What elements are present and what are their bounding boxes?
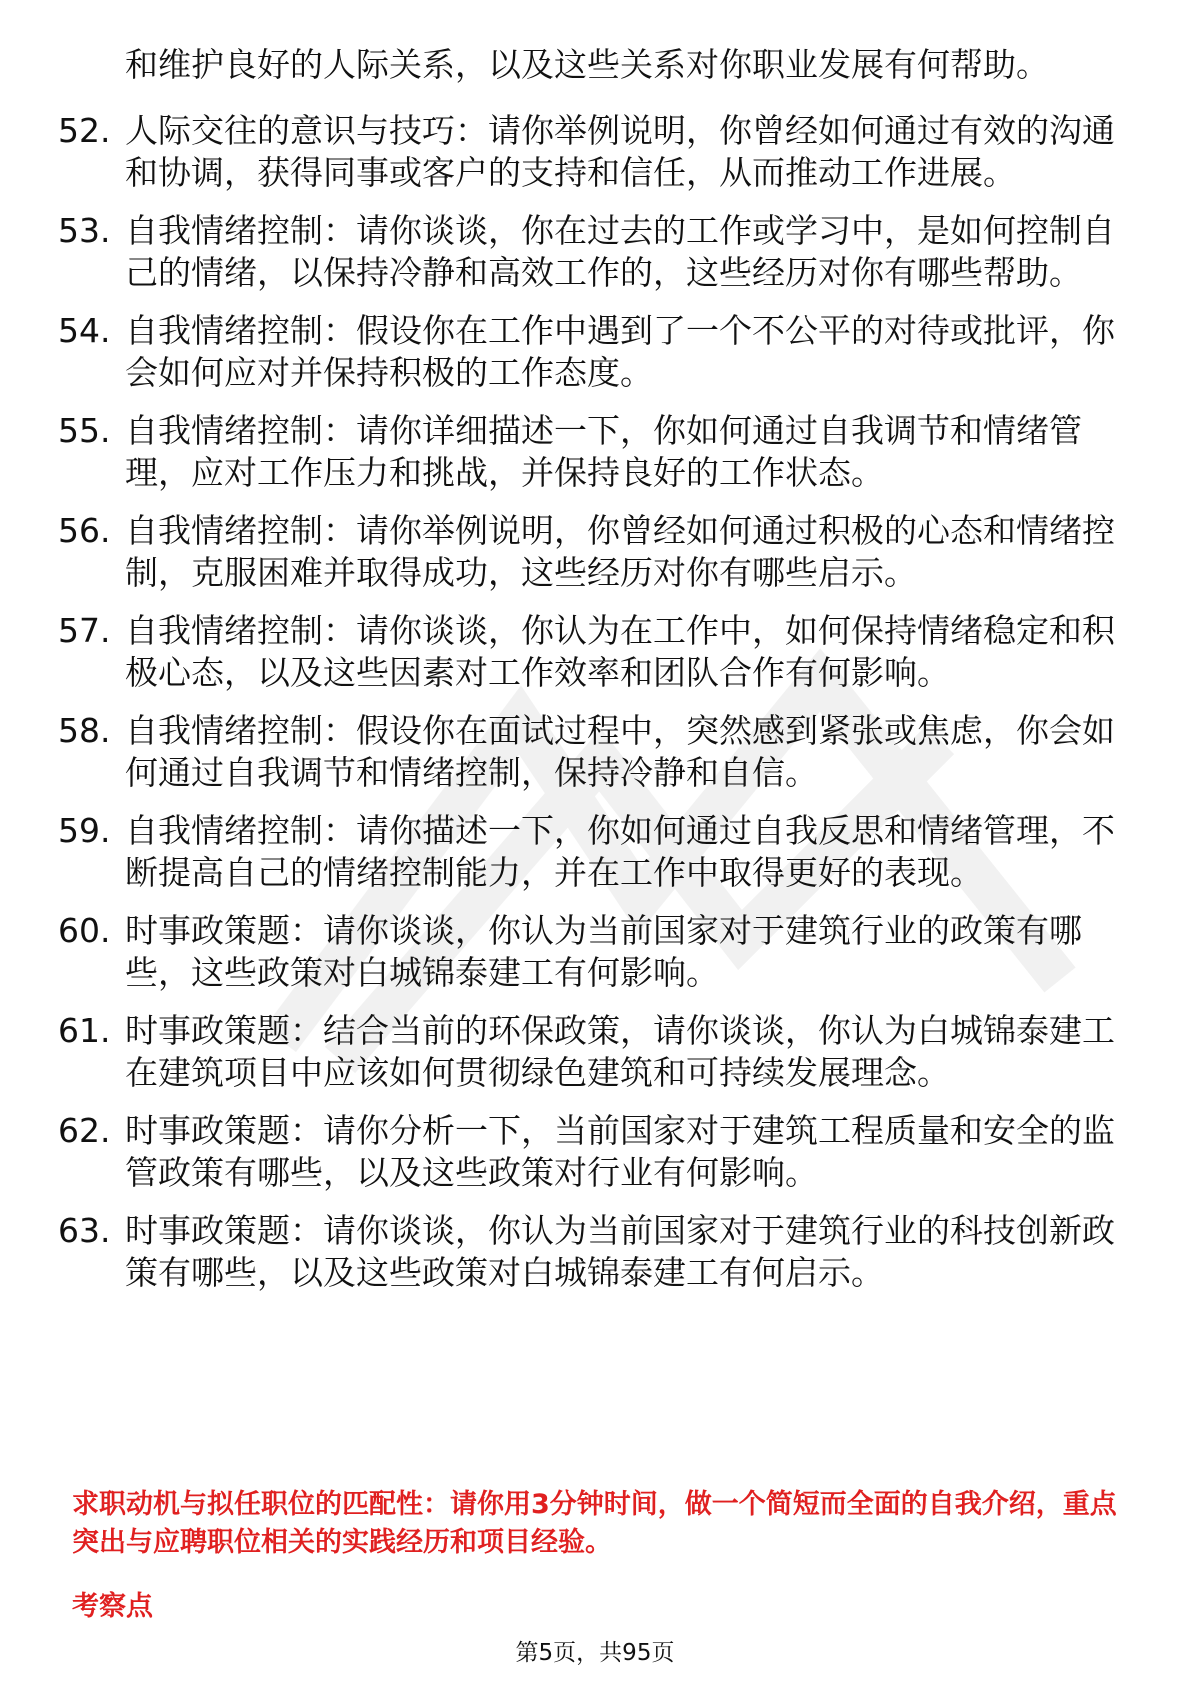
- question-number: 52.: [58, 111, 111, 150]
- question-text: 时事政策题：请你谈谈，你认为当前国家对于建筑行业的科技创新政策有哪些，以及这些政策对白城锦泰建工有何启示。: [125, 1211, 1115, 1292]
- continuation-text: 和维护良好的人际关系，以及这些关系对你职业发展有何帮助。: [125, 45, 1049, 84]
- question-text: 自我情绪控制：请你描述一下，你如何通过自我反思和情绪管理，不断提高自己的情绪控制能力，并在工作中取得更好的表现。: [125, 811, 1115, 892]
- question-text: 时事政策题：请你谈谈，你认为当前国家对于建筑行业的政策有哪些，这些政策对白城锦泰建工有何影响。: [125, 911, 1082, 992]
- question-number: 56.: [58, 511, 111, 550]
- section-label-evaluation-points: 考察点: [72, 1591, 153, 1622]
- question-item: [58, 1210, 1118, 1294]
- question-item: [58, 310, 1118, 394]
- question-text: 时事政策题：结合当前的环保政策，请你谈谈，你认为白城锦泰建工在建筑项目中应该如何贯彻绿色建筑和可持续发展理念。: [125, 1011, 1115, 1092]
- question-item: [58, 410, 1118, 494]
- question-number: 53.: [58, 211, 111, 250]
- question-item: [58, 810, 1118, 894]
- question-item: [58, 910, 1118, 994]
- question-number: 57.: [58, 611, 111, 650]
- question-item: [58, 1110, 1118, 1194]
- question-number: 59.: [58, 811, 111, 850]
- page-footer: 第5页，共95页: [515, 1640, 675, 1666]
- question-number: 62.: [58, 1111, 111, 1150]
- question-text: 时事政策题：请你分析一下，当前国家对于建筑工程质量和安全的监管政策有哪些，以及这些政策对行业有何影响。: [125, 1111, 1115, 1192]
- question-item: [58, 1010, 1118, 1094]
- question-text: 自我情绪控制：假设你在工作中遇到了一个不公平的对待或批评，你会如何应对并保持积极的工作态度。: [125, 311, 1115, 392]
- question-number: 61.: [58, 1011, 111, 1050]
- question-number: 58.: [58, 711, 111, 750]
- highlight-question: 求职动机与拟任职位的匹配性：请你用3分钟时间，做一个简短而全面的自我介绍，重点突出与应聘职位相关的实践经历和项目经验。: [72, 1489, 1117, 1558]
- question-text: 自我情绪控制：请你举例说明，你曾经如何通过积极的心态和情绪控制，克服困难并取得成功，这些经历对你有哪些启示。: [125, 511, 1115, 592]
- question-number: 54.: [58, 311, 111, 350]
- question-item: [58, 210, 1118, 294]
- question-text: 自我情绪控制：请你详细描述一下，你如何通过自我调节和情绪管理，应对工作压力和挑战，并保持良好的工作状态。: [125, 411, 1082, 492]
- question-item: [58, 610, 1118, 694]
- question-text: 自我情绪控制：假设你在面试过程中，突然感到紧张或焦虑，你会如何通过自我调节和情绪控制，保持冷静和自信。: [125, 711, 1115, 792]
- question-text: 自我情绪控制：请你谈谈，你在过去的工作或学习中，是如何控制自己的情绪，以保持冷静和高效工作的，这些经历对你有哪些帮助。: [125, 211, 1115, 292]
- question-item: [58, 110, 1118, 194]
- question-list: [58, 110, 1118, 1310]
- question-text: 人际交往的意识与技巧：请你举例说明，你曾经如何通过有效的沟通和协调，获得同事或客户的支持和信任，从而推动工作进展。: [125, 111, 1115, 192]
- question-item: [58, 510, 1118, 594]
- question-item: [58, 710, 1118, 794]
- question-number: 60.: [58, 911, 111, 950]
- question-text: 自我情绪控制：请你谈谈，你认为在工作中，如何保持情绪稳定和积极心态，以及这些因素对工作效率和团队合作有何影响。: [125, 611, 1115, 692]
- question-number: 55.: [58, 411, 111, 450]
- question-number: 63.: [58, 1211, 111, 1250]
